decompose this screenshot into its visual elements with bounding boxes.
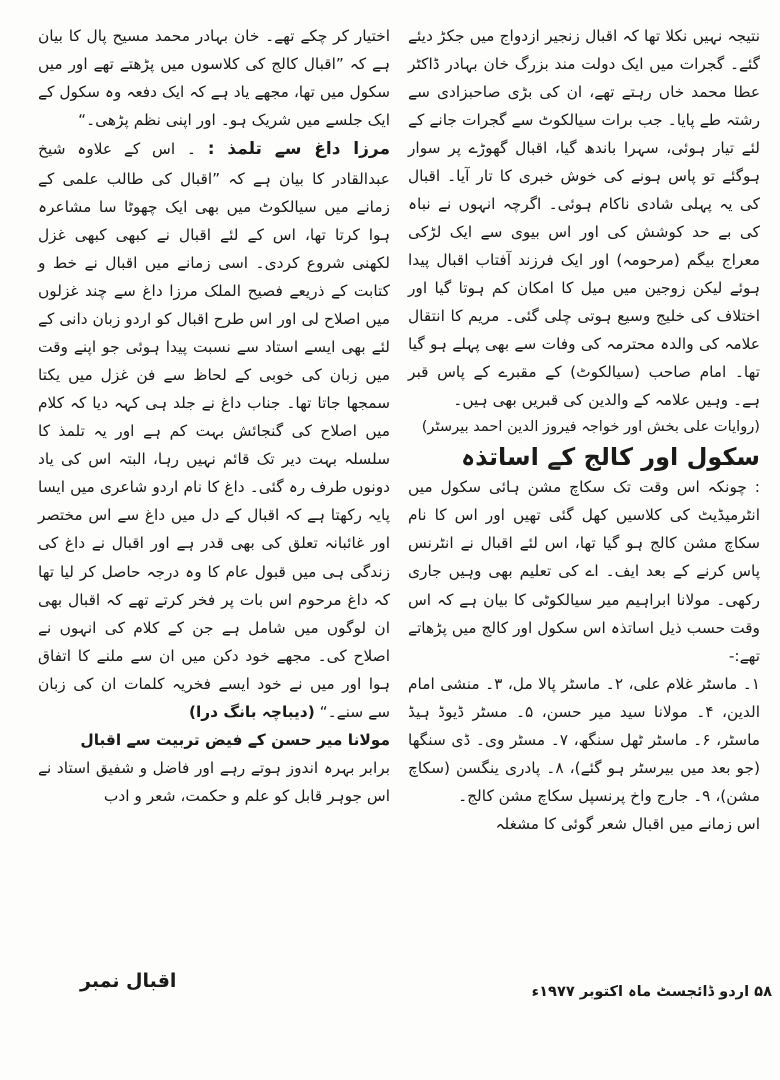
narration-credit: (روایات علی بخش اور خواجہ فیروز الدین احمد بیرسٹر) [421,418,760,436]
section-heading-teachers: سکول اور کالج کے اساتذہ [461,442,760,471]
source-citation: (دیباچہ بانگ درا) [188,702,315,721]
left-paragraph-2-text: ۔ اس کے علاوہ شیخ عبدالقادر کا بیان ہے کہ ”اقبال کی طالب علمی کے زمانے میں سیالکوٹ میں بھی ایک چھوٹا سا مشاعرہ ہوا کرتا تھا، اس کے لئے اقبال نے کبھی کبھی غزل لکھنی شروع کردی۔ اسی زمانے میں اقبال نے خط و کتابت کے ذریعے فصیح الملک مرزا داغ سے چند غزلوں میں اصلاح لی اور اس طرح اقبال کو اردو زبان دانی کے لئے بھی ایسے استاد سے نسبت پیدا ہوئی جو اپنے وقت میں زبان کی خوبی کے لحاظ سے فن غزل میں یکتا سمجھا جاتا تھا۔ جناب داغ نے جلد ہی کہہ دیا کہ کلام میں اصلاح کی گنجائش بہت کم ہے اور یہ تلمذ کا سلسلہ بہت دیر تک قائم نہیں رہا، البتہ اس کی یاد دونوں طرف رہ گئی۔ داغ کا نام اردو شاعری میں ایسا پایہ رکھتا ہے کہ اقبال کے دل میں داغ سے اس مختصر اور غائبانہ تعلق کی بھی قدر ہے اور اقبال نے داغ کی زندگی ہی میں قبول عام کا وہ درجہ حاصل کر لیا تھا کہ داغ مرحوم اس بات پر فخر کرتے تھے کہ اقبال بھی ان لوگوں میں شامل ہے جن کے کلام کی انہوں نے اصلاح کی۔ مجھے خود دکن میں ان سے ملنے کا اتفاق ہوا اور میں نے خود ایسے فخریہ کلمات ان کی زبان سے سنے۔“ [38,140,390,721]
right-paragraph-2: : چونکہ اس وقت تک سکاچ مشن ہائی سکول میں انٹرمیڈیٹ کی کلاسیں کھل گئی تھیں اور اس کا نام سکاچ مشن کالج ہو گیا تھا، اس لئے اقبال نے انٹرنس پاس کرنے کے بعد ایف۔ اے کی تعلیم بھی وہیں جاری رکھی۔ مولانا ابراہیم میر سیالکوٹی کا بیان ہے کہ اس وقت حسب ذیل اساتذہ اس سکول اور کالج میں پڑھاتے تھے:- [408,478,760,665]
left-column [38,22,390,810]
folio-line: ۵۸ اردو ڈائجسٹ ماہ اکتوبر ۱۹۷۷ء [531,983,772,1000]
right-column [408,22,760,838]
subheading-mir-hasan: مولانا میر حسن کے فیض تربیت سے اقبال [80,730,390,749]
section-label: اقبال نمبر [80,970,177,992]
inline-heading-dagh: مرزا داغ سے تلمذ : [207,139,390,160]
right-paragraph-1: نتیجہ نہیں نکلا تھا کہ اقبال زنجیر ازدواج میں جکڑ دیئے گئے۔ گجرات میں ایک دولت مند بزرگ خان بہادر ڈاکٹر عطا محمد خاں رہتے تھے، ان کی بڑی صاحبزادی سے رشتہ طے پایا۔ جب برات سیالکوٹ سے گجرات جانے کے لئے تیار ہوئی، سہرا باندھ گیا، اقبال گھوڑے پر سوار ہوگئے تو پاس ہونے کی خوش خبری کا تار آیا۔ اقبال کی یہ پہلی شادی ناکام ہوئی۔ اگرچہ انہوں نے نباہ کی بے حد کوشش کی اور اس بیوی سے ایک لڑکی معراج بیگم (مرحومہ) اور ایک فرزند آفتاب اقبال پیدا ہوئے لیکن زوجین میں میل کا امکان کم ہوتا گیا اور اختلاف کی خلیج وسیع ہوتی چلی گئی۔ مریم کا انتقال علامہ کی والدہ محترمہ کی وفات سے بھی پہلے ہو گیا تھا۔ امام صاحب (سیالکوٹ) کے مقبرے کے پاس قبر ہے۔ وہیں علامہ کے والدین کی قبریں بھی ہیں۔ [408,27,760,410]
left-paragraph-1: اختیار کر چکے تھے۔ خان بہادر محمد مسیح پال کا بیان ہے کہ ”اقبال کالج کی کلاسوں میں پڑھتے تھے اور میں سکول میں تھا، مجھے یاد ہے کہ ایک دفعہ وہ سکول کے ایک جلسے میں شریک ہو۔ اور اپنی نظم پڑھی۔“ [38,27,390,130]
left-paragraph-3: برابر بہرہ اندوز ہوتے رہے اور فاضل و شفیق استاد نے اس جوہر قابل کو علم و حکمت، شعر و ادب [38,758,390,805]
teachers-list: ۱۔ ماسٹر غلام علی، ۲۔ ماسٹر پالا مل، ۳۔ منشی امام الدین، ۴۔ مولانا سید میر حسن، ۵۔ مسٹر ڈیوڈ ہیڈ ماسٹر، ۶۔ ماسٹر ٹھل سنگھ، ۷۔ مسٹر وی۔ ڈی سنگھا (جو بعد میں بیرسٹر ہو گئے)، ۸۔ پادری ینگسن (سکاچ مشن)، ۹۔ جارج واخ پرنسپل سکاچ مشن کالج۔ [408,674,761,805]
left-paragraph-2 [38,134,390,726]
right-paragraph-3: اس زمانے میں اقبال شعر گوئی کا مشغلہ [495,814,760,833]
